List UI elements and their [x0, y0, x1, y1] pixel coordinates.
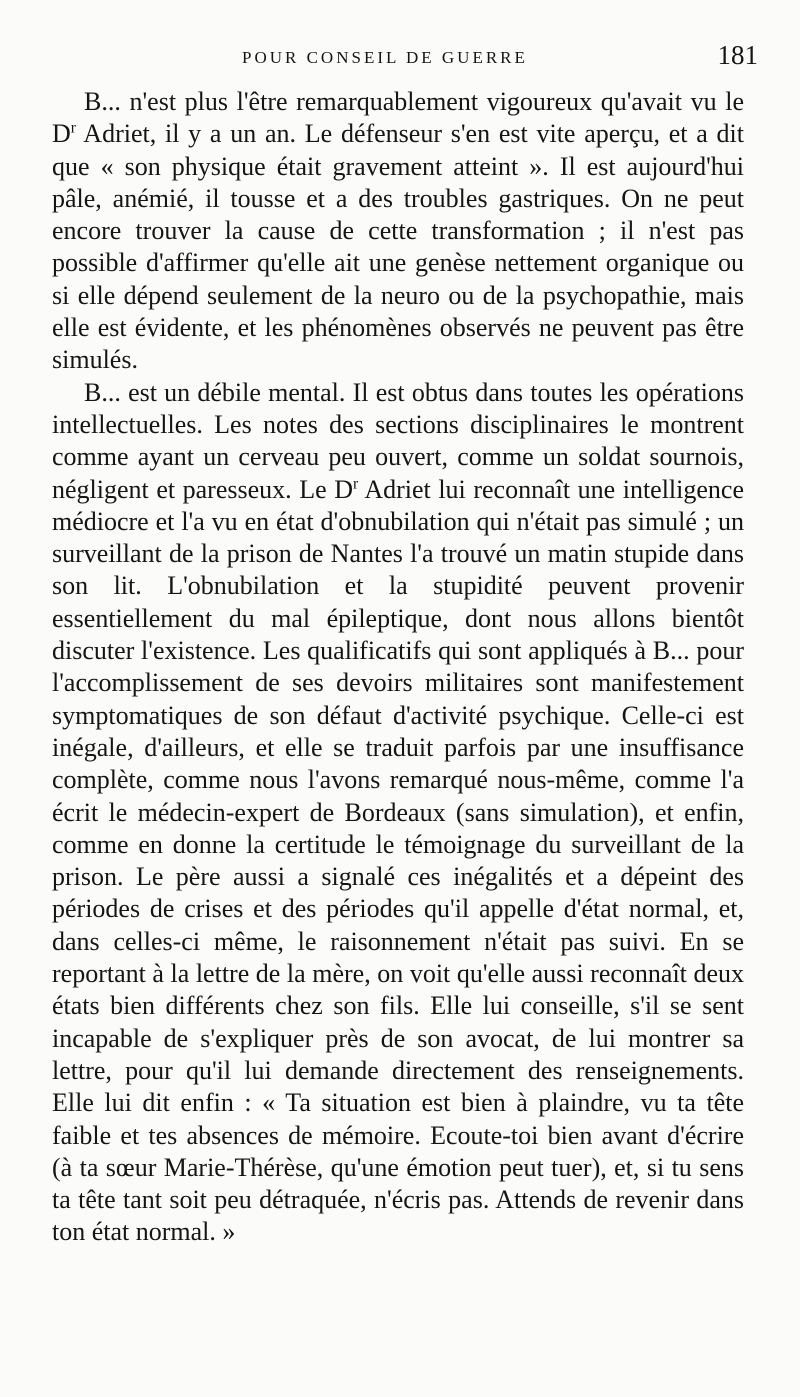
paragraph-2-part-1: B... est un débile mental. Il est obtus dans toutes les opérations intellectuelles. Les notes des sections disciplinaires le montrent comme ayant un cerveau peu ouvert, comme un soldat sournois, négligent et paresseux. Le D: [52, 377, 744, 504]
paragraph-1-part-2: Adriet, il y a un an. Le défenseur s'en est vite aperçu, et a dit que « son physique était gravement atteint ». Il est aujourd'hui pâle, anémié, il tousse et a des troubles gastriques. On ne peut encore trouver la cause de cette transformation ; il n'est pas possible d'affirmer qu'elle ait une genèse nettement organique ou si elle dépend seulement de la neuro ou de la psychopathie, mais elle est évidente, et les phénomènes observés ne peuvent pas être simulés.: [52, 119, 744, 375]
page-number: 181: [717, 40, 758, 70]
paragraph-2: [52, 377, 744, 1249]
paragraph-2-superscript: r: [353, 474, 359, 492]
running-head: POUR CONSEIL DE GUERRE: [242, 48, 528, 67]
page-header: [52, 40, 758, 86]
paragraph-2-part-2: Adriet lui reconnaît une intelligence médiocre et l'a vu en état d'obnubilation qui n'était pas simulé ; un surveillant de la prison de Nantes l'a trouvé un matin stupide dans son lit. L'obnubilation et la stupidité peuvent provenir essentiellement du mal épileptique, dont nous allons bientôt discuter l'existence. Les qualificatifs qui sont appliqués à B... pour l'accomplissement de ses devoirs militaires sont manifestement symptomatiques de son défaut d'activité psychique. Celle-ci est inégale, d'ailleurs, et elle se traduit parfois par une insuffisance complète, comme nous l'avons remarqué nous-même, comme l'a écrit le médecin-expert de Bordeaux (sans simulation), et enfin, comme en donne la certitude le témoignage du surveillant de la prison. Le père aussi a signalé ces inégalités et a dépeint des périodes de crises et des périodes qu'il appelle d'état normal, et, dans celles-ci même, le raisonnement n'était pas suivi. En se reportant à la lettre de la mère, on voit qu'elle aussi reconnaît deux états bien différents chez son fils. Elle lui conseille, s'il se sent incapable de s'expliquer près de son avocat, de lui montrer sa lettre, pour qu'il lui demande directement des renseignements. Elle lui dit enfin : « Ta situation est bien à plaindre, vu ta tête faible et tes absences de mémoire. Ecoute-toi bien avant d'écrire (à ta sœur Marie-Thérèse, qu'une émotion peut tuer), et, si tu sens ta tête tant soit peu détraquée, n'écris pas. Attends de revenir dans ton état normal. »: [52, 474, 745, 1247]
body-text: [52, 86, 744, 1249]
paragraph-1-part-1: B... n'est plus l'être remarquablement vigoureux qu'avait vu le D: [52, 87, 744, 149]
paragraph-1: [52, 86, 744, 377]
paragraph-1-superscript: r: [70, 119, 76, 137]
